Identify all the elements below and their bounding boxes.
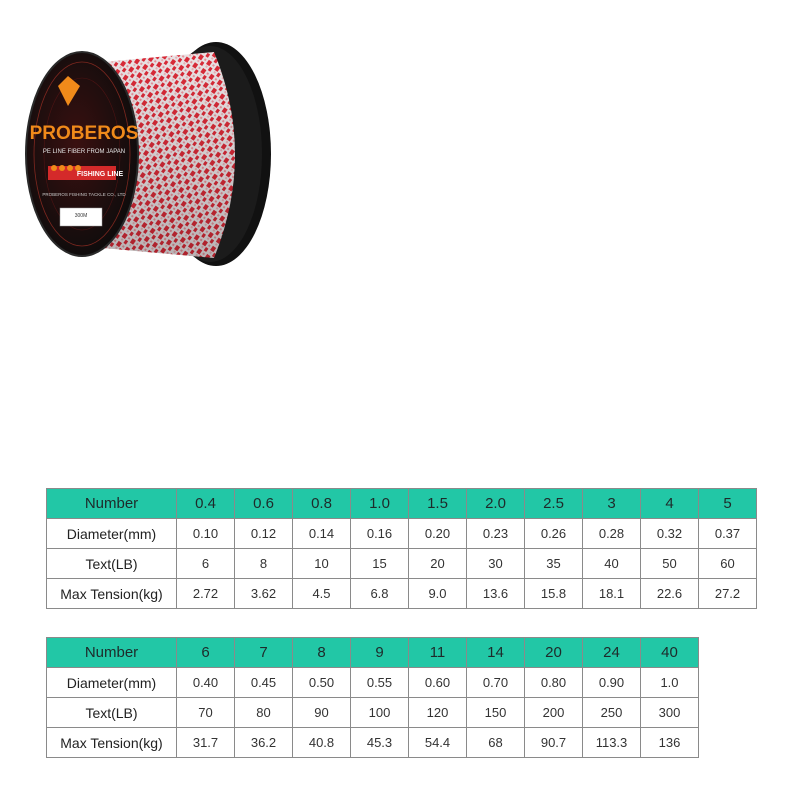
table-cell: 4.5 — [293, 579, 351, 609]
row-header-diameter: Diameter(mm) — [47, 668, 177, 698]
table-cell: 150 — [467, 698, 525, 728]
table-cell: 0.70 — [467, 668, 525, 698]
table-cell: 14 — [467, 638, 525, 668]
table-cell: 2.72 — [177, 579, 235, 609]
table-cell: 54.4 — [409, 728, 467, 758]
row-header-test-lb: Text(LB) — [47, 698, 177, 728]
table-cell: 3.62 — [235, 579, 293, 609]
table-cell: 300 — [641, 698, 699, 728]
table-cell: 0.12 — [235, 519, 293, 549]
table-cell: 5 — [699, 489, 757, 519]
row-header-diameter: Diameter(mm) — [47, 519, 177, 549]
table-cell: 0.50 — [293, 668, 351, 698]
table-cell: 68 — [467, 728, 525, 758]
spool-slogan-text: PE LINE FIBER FROM JAPAN — [42, 149, 126, 155]
row-header-test-lb: Text(LB) — [47, 549, 177, 579]
table-cell: 1.0 — [641, 668, 699, 698]
spool-product-type-text: FISHING LINE — [76, 171, 124, 178]
table-row — [47, 638, 699, 668]
table-cell: 250 — [583, 698, 641, 728]
table-cell: 36.2 — [235, 728, 293, 758]
table-cell: 35 — [525, 549, 583, 579]
table-cell: 0.6 — [235, 489, 293, 519]
table-cell: 1.0 — [351, 489, 409, 519]
table-cell: 20 — [525, 638, 583, 668]
table-cell: 0.45 — [235, 668, 293, 698]
table-row — [47, 489, 757, 519]
table-cell: 0.4 — [177, 489, 235, 519]
table-cell: 8 — [293, 638, 351, 668]
table-cell: 11 — [409, 638, 467, 668]
row-header-number: Number — [47, 489, 177, 519]
table-cell: 6 — [177, 638, 235, 668]
table-row — [47, 698, 699, 728]
table-cell: 0.26 — [525, 519, 583, 549]
table-cell: 22.6 — [641, 579, 699, 609]
table-cell: 15.8 — [525, 579, 583, 609]
table-cell: 8 — [235, 549, 293, 579]
fishing-line-spool-image — [18, 36, 273, 276]
table-row — [47, 549, 757, 579]
table-cell: 120 — [409, 698, 467, 728]
row-header-max-tension: Max Tension(kg) — [47, 728, 177, 758]
table-cell: 6 — [177, 549, 235, 579]
table-cell: 3 — [583, 489, 641, 519]
table-cell: 7 — [235, 638, 293, 668]
table-cell: 31.7 — [177, 728, 235, 758]
table-row — [47, 519, 757, 549]
table-cell: 40 — [641, 638, 699, 668]
table-cell: 0.28 — [583, 519, 641, 549]
table-cell: 15 — [351, 549, 409, 579]
spool-brand-text: PROBEROS — [29, 123, 139, 144]
table-cell: 10 — [293, 549, 351, 579]
table-cell: 0.60 — [409, 668, 467, 698]
spec-table-1 — [46, 488, 757, 609]
table-cell: 0.80 — [525, 668, 583, 698]
table-cell: 0.37 — [699, 519, 757, 549]
table-cell: 0.90 — [583, 668, 641, 698]
table-cell: 9.0 — [409, 579, 467, 609]
table-row — [47, 668, 699, 698]
table-cell: 2.0 — [467, 489, 525, 519]
spec-table-2 — [46, 637, 699, 758]
table-cell: 90.7 — [525, 728, 583, 758]
table-cell: 13.6 — [467, 579, 525, 609]
table-cell: 40.8 — [293, 728, 351, 758]
table-cell: 40 — [583, 549, 641, 579]
table-cell: 0.8 — [293, 489, 351, 519]
table-cell: 113.3 — [583, 728, 641, 758]
table-row — [47, 579, 757, 609]
table-cell: 0.14 — [293, 519, 351, 549]
table-cell: 0.10 — [177, 519, 235, 549]
table-cell: 0.40 — [177, 668, 235, 698]
table-cell: 70 — [177, 698, 235, 728]
table-cell: 0.23 — [467, 519, 525, 549]
table-cell: 80 — [235, 698, 293, 728]
table-cell: 9 — [351, 638, 409, 668]
table-cell: 30 — [467, 549, 525, 579]
table-cell: 100 — [351, 698, 409, 728]
table-cell: 45.3 — [351, 728, 409, 758]
table-cell: 90 — [293, 698, 351, 728]
table-cell: 4 — [641, 489, 699, 519]
table-cell: 0.20 — [409, 519, 467, 549]
table-cell: 0.32 — [641, 519, 699, 549]
table-cell: 50 — [641, 549, 699, 579]
table-cell: 136 — [641, 728, 699, 758]
spool-company-text: PROBEROS FISHING TACKLE CO., LTD — [42, 192, 126, 197]
table-cell: 20 — [409, 549, 467, 579]
table-cell: 27.2 — [699, 579, 757, 609]
table-cell: 2.5 — [525, 489, 583, 519]
table-cell: 60 — [699, 549, 757, 579]
spool-length-label: 300M — [74, 213, 88, 219]
table-cell: 18.1 — [583, 579, 641, 609]
table-cell: 0.55 — [351, 668, 409, 698]
table-cell: 24 — [583, 638, 641, 668]
row-header-number: Number — [47, 638, 177, 668]
table-cell: 0.16 — [351, 519, 409, 549]
table-cell: 1.5 — [409, 489, 467, 519]
table-cell: 200 — [525, 698, 583, 728]
table-cell: 6.8 — [351, 579, 409, 609]
table-row — [47, 728, 699, 758]
row-header-max-tension: Max Tension(kg) — [47, 579, 177, 609]
